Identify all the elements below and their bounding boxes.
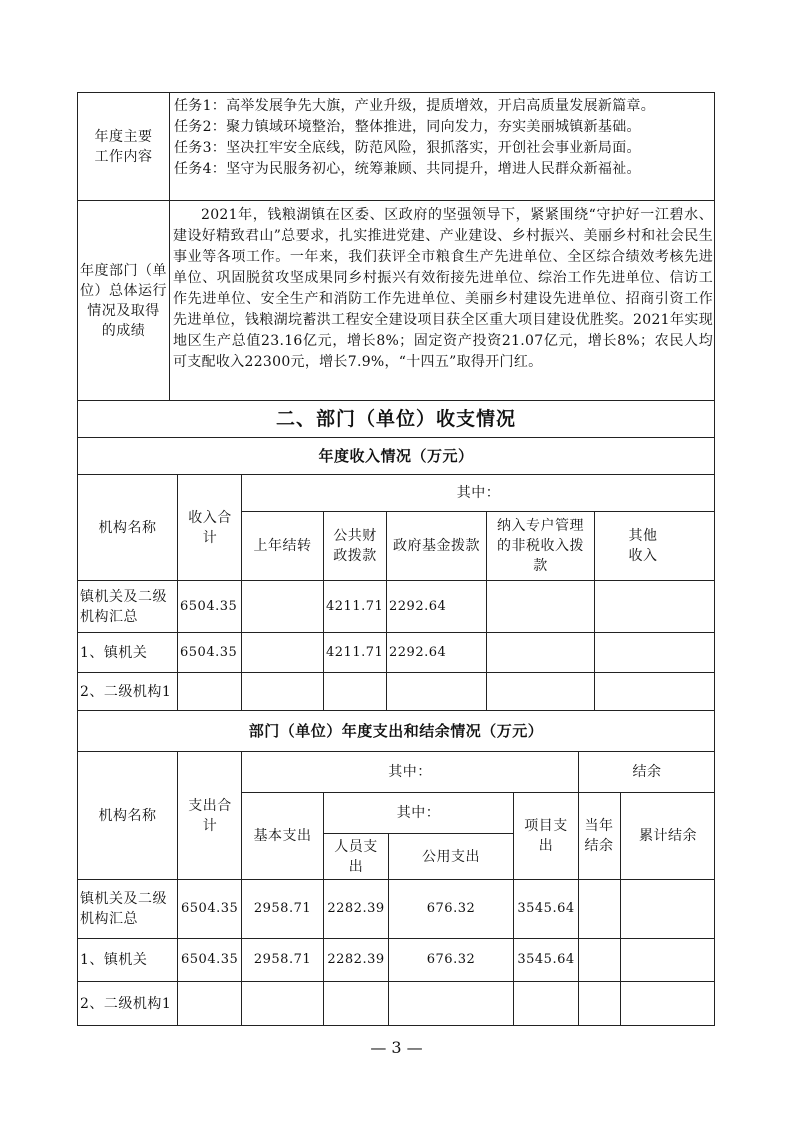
income-row-gov-fund bbox=[389, 673, 486, 710]
expense-row-personnel bbox=[324, 982, 388, 1025]
expense-row-basic: 2958.71 bbox=[253, 952, 312, 967]
performance-label-line: 的成绩 bbox=[101, 322, 146, 339]
task-item: 任务3：坚决扛牢安全底线，防范风险，狠抓落实，开创社会事业新局面。 bbox=[174, 140, 641, 156]
rule bbox=[486, 511, 487, 710]
expense-row-total: 6504.35 bbox=[181, 901, 239, 916]
rule bbox=[177, 751, 178, 1026]
rule bbox=[323, 511, 324, 710]
income-row-total bbox=[180, 673, 241, 710]
expense-row-current-balance bbox=[579, 880, 620, 938]
expense-header-of-which-inner: 其中： bbox=[396, 805, 441, 821]
task-item: 任务1：高举发展争先大旗，产业升级，提质增效，开启高质量发展新篇章。 bbox=[174, 98, 656, 114]
work-tasks bbox=[174, 96, 712, 200]
rule bbox=[594, 511, 595, 710]
income-header-gov-fund: 政府基金拨款 bbox=[393, 538, 480, 554]
task-item: 任务4：坚守为民服务初心，统筹兼顾、共同提升，增进人民群众新福祉。 bbox=[174, 161, 641, 177]
expense-row-public-use: 676.32 bbox=[426, 901, 476, 916]
page-number: — 3 — bbox=[370, 1038, 423, 1057]
performance-text: 2021年，钱粮湖镇在区委、区政府的坚强领导下，紧紧围绕“守护好一江碧水、建设好精致君山”总要求，扎实推进党建、产业建设、乡村振兴、美丽乡村和社会民生事业等各项工作。一年来，我们获评全市粮食生产先进单位、全区综合绩效考核先进单位、巩固脱贫攻坚成果同乡村振兴有效衔接先进单位、综治工作先进单位、信访工作先进单位、安全生产和消防工作先进单位、美丽乡村建设先进单位、招商引资工作先进单位，钱粮湖垸蓄洪工程安全建设项目获全区重大项目建设优胜奖。2021年实现地区生产总值23.16亿元，增长8%；固定资产投资21.07亿元，增长8%；农民人均可支配收入22300元，增长7.9%，“十四五”取得开门红。 bbox=[173, 207, 713, 370]
expense-row-basic: 2958.71 bbox=[253, 901, 312, 916]
expense-header-org: 机构名称 bbox=[98, 807, 157, 824]
expense-row-project: 3545.64 bbox=[517, 901, 575, 916]
expense-row-personnel: 2282.39 bbox=[327, 901, 385, 916]
expense-row-org: 2、二级机构1 bbox=[80, 995, 172, 1012]
income-row-carryover bbox=[245, 581, 323, 632]
expense-row-current-balance bbox=[579, 982, 620, 1025]
expense-row-org: 镇机关及二级机构汇总 bbox=[80, 891, 167, 927]
income-header-other: 其他收入 bbox=[628, 528, 658, 564]
income-header-org: 机构名称 bbox=[98, 519, 157, 536]
expense-row-project: 3545.64 bbox=[517, 952, 575, 967]
task-item: 任务2：聚力镇域环境整治，整体推进，同向发力，夯实美丽城镇新基础。 bbox=[174, 119, 641, 135]
expense-header-project: 项目支出 bbox=[524, 818, 568, 854]
income-title: 年度收入情况（万元） bbox=[318, 447, 474, 465]
expense-header-personnel: 人员支出 bbox=[334, 838, 378, 875]
income-row-non-tax bbox=[489, 633, 594, 672]
expense-row-cumulative-balance bbox=[621, 982, 714, 1025]
income-row-gov-fund: 2292.64 bbox=[389, 598, 447, 614]
rule bbox=[169, 92, 170, 400]
performance-label-line: 位）总体运行 bbox=[80, 282, 167, 299]
work-label-line: 工作内容 bbox=[94, 148, 153, 165]
income-row-carryover bbox=[245, 673, 323, 710]
income-header-of-which: 其中： bbox=[456, 485, 501, 501]
income-row-public-finance bbox=[326, 673, 386, 710]
expense-row-public-use: 676.32 bbox=[426, 952, 476, 967]
income-row-total: 6504.35 bbox=[180, 644, 238, 660]
expense-row-personnel: 2282.39 bbox=[327, 952, 385, 967]
income-header-non-tax: 纳入专户管理的非税收入拨款 bbox=[497, 518, 584, 574]
performance-label-line: 情况及取得 bbox=[87, 302, 160, 319]
income-row-org: 2、二级机构1 bbox=[80, 683, 172, 700]
income-row-org: 1、镇机关 bbox=[80, 644, 148, 661]
expense-row-current-balance bbox=[579, 939, 620, 981]
income-row-other bbox=[597, 673, 714, 710]
income-row-other bbox=[597, 633, 714, 672]
income-header-public-finance: 公共财政拨款 bbox=[333, 528, 377, 564]
expense-header-total: 支出合计 bbox=[188, 797, 232, 834]
income-row-org: 镇机关及二级机构汇总 bbox=[80, 588, 167, 625]
expense-row-cumulative-balance bbox=[621, 880, 714, 938]
expense-header-public-use: 公用支出 bbox=[422, 848, 480, 865]
income-row-carryover bbox=[245, 633, 323, 672]
expense-header-cumulative-balance: 累计结余 bbox=[639, 828, 697, 844]
income-row-other bbox=[597, 581, 714, 632]
rule bbox=[77, 200, 715, 201]
performance-label-line: 年度部门（单 bbox=[80, 262, 167, 279]
income-header-carryover: 上年结转 bbox=[253, 538, 312, 554]
expense-header-balance: 结余 bbox=[632, 764, 662, 780]
expense-header-of-which: 其中： bbox=[388, 764, 432, 780]
expense-row-org: 1、镇机关 bbox=[80, 952, 148, 968]
expense-row-total: 6504.35 bbox=[181, 952, 239, 967]
expense-row-cumulative-balance bbox=[621, 939, 714, 981]
expense-header-current-balance: 当年结余 bbox=[584, 818, 614, 854]
income-row-public-finance: 4211.71 bbox=[326, 598, 384, 614]
rule bbox=[177, 474, 178, 710]
expense-header-basic: 基本支出 bbox=[253, 828, 312, 844]
expense-row-basic bbox=[242, 982, 323, 1025]
expense-title: 部门（单位）年度支出和结余情况（万元） bbox=[248, 722, 544, 740]
income-row-total: 6504.35 bbox=[180, 598, 238, 614]
income-row-public-finance: 4211.71 bbox=[326, 644, 384, 660]
income-header-total: 收入合计 bbox=[188, 509, 232, 546]
income-row-gov-fund: 2292.64 bbox=[389, 644, 447, 660]
work-label-line: 年度主要 bbox=[94, 128, 153, 145]
work-label bbox=[78, 93, 169, 200]
section-title: 二、部门（单位）收支情况 bbox=[275, 408, 516, 430]
expense-row-project bbox=[514, 982, 578, 1025]
income-row-non-tax bbox=[489, 673, 594, 710]
performance-label bbox=[78, 201, 169, 400]
expense-row-total bbox=[181, 982, 241, 1025]
income-row-non-tax bbox=[489, 581, 594, 632]
expense-row-public-use bbox=[389, 982, 513, 1025]
